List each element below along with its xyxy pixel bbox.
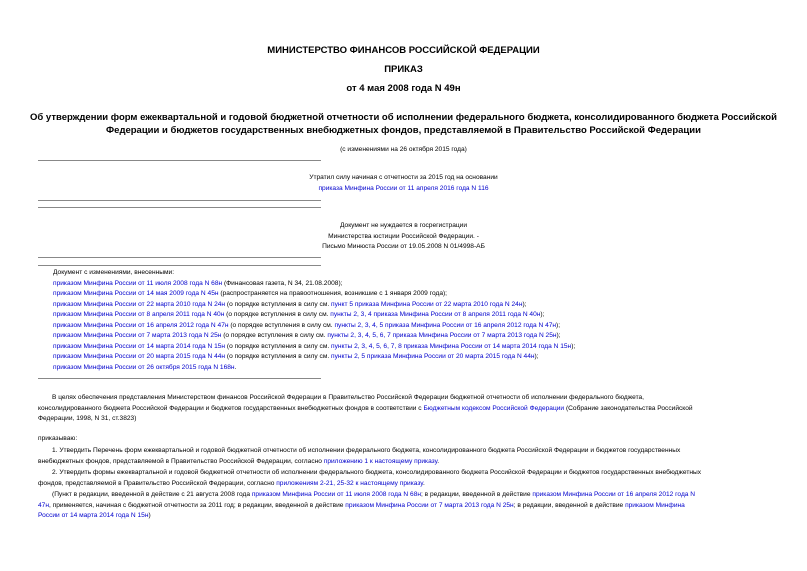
document-title bbox=[0, 111, 807, 137]
change-order-link[interactable]: приказом Минфина России от 14 марта 2014 года N 15н bbox=[53, 342, 226, 350]
paragraph-2 bbox=[38, 468, 773, 489]
intro-line-1: В целях обеспечения представления Министерством финансов Российской Федерации в Правительство Российской Федерации бюджетной отчетности об исполнении федерального бюджета, bbox=[52, 394, 645, 401]
change-note: (Финансовая газета, N 34, 21.08.2008); bbox=[222, 279, 343, 287]
registration-line-1: Документ не нуждается в госрегистрации bbox=[339, 222, 468, 229]
note-line-2 bbox=[38, 501, 773, 512]
expired-link[interactable]: приказа Минфина России от 11 апреля 2016 года N 116 bbox=[318, 184, 489, 192]
divider bbox=[38, 200, 321, 201]
revision-note: (с изменениями на 26 октября 2015 года) bbox=[340, 146, 467, 153]
change-note: . bbox=[234, 363, 237, 371]
order-47n-link-cont[interactable]: 47н bbox=[38, 501, 49, 509]
p1-line-2 bbox=[38, 457, 773, 468]
change-note: (о порядке вступления в силу см. bbox=[225, 342, 332, 350]
change-clause-link[interactable]: пункт 5 приказа Минфина России от 22 марта 2010 года N 24н bbox=[331, 300, 523, 308]
changes-heading: Документ с изменениями, внесенными: bbox=[53, 269, 175, 276]
title-line-1: Об утверждении форм ежеквартальной и годовой бюджетной отчетности об исполнении федерального бюджета, консолидированного бюджета Российской bbox=[30, 112, 777, 123]
title-line-2: Федерации и бюджетов государственных внебюджетных фондов, представляемой в Правительство Российской Федерации bbox=[106, 125, 701, 136]
p2-line-2 bbox=[38, 479, 773, 490]
change-order-link[interactable]: приказом Минфина России от 11 июля 2008 года N 68н bbox=[53, 279, 223, 287]
p1-line-1: 1. Утвердить Перечень форм ежеквартальной и годовой бюджетной отчетности об исполнении федерального бюджета, консолидированного бюджета Российской Федерации и бюджетов государственных bbox=[52, 447, 681, 454]
appendices-link[interactable]: приложениям 2-21, 25-32 к настоящему приказу bbox=[276, 479, 423, 487]
change-item bbox=[53, 331, 575, 342]
p2-text: . bbox=[422, 479, 425, 487]
change-clause-link[interactable]: пункты 2, 5 приказа Минфина России от 20 марта 2015 года N 44н bbox=[331, 353, 535, 360]
order-47n-link[interactable]: приказом Минфина России от 16 апреля 2012 года N bbox=[532, 491, 696, 498]
note-text: ; в редакции, введенной в действие bbox=[513, 501, 626, 509]
change-note: (о порядке вступления в силу см. bbox=[221, 332, 328, 339]
expired-text: Утратил силу начиная с отчетности за 2015 год на основании bbox=[309, 174, 498, 181]
change-item bbox=[53, 279, 575, 290]
budget-code-link[interactable]: Бюджетным кодексом Российской Федерации bbox=[423, 404, 565, 412]
change-clause-link[interactable]: пункты 2, 3, 4, 5 приказа Минфина России от 16 апреля 2012 года N 47н bbox=[334, 321, 557, 329]
change-tail: ); bbox=[540, 311, 545, 318]
order-68n-link[interactable]: приказом Минфина России от 11 июля 2008 года N 68н bbox=[251, 491, 421, 498]
divider bbox=[38, 378, 321, 379]
p2-text: фондов, представляемой в Правительство Российской Федерации, согласно bbox=[38, 479, 277, 487]
change-order-link[interactable]: приказом Минфина России от 8 апреля 2011 года N 40н bbox=[53, 311, 225, 318]
change-order-link[interactable]: приказом Минфина России от 22 марта 2010 года N 24н bbox=[53, 300, 226, 308]
note-text: , применяется, начиная с бюджетной отчетности за 2011 год; в редакции, введенной в действие bbox=[48, 501, 346, 509]
divider bbox=[38, 265, 321, 266]
changes-list bbox=[53, 268, 575, 373]
change-note: (о порядке вступления в силу см. bbox=[224, 311, 331, 318]
expired-note bbox=[0, 173, 807, 194]
change-item bbox=[53, 300, 575, 311]
registration-line-2: Министерства юстиции Российской Федерации. - bbox=[328, 232, 479, 240]
order-heading: ПРИКАЗ bbox=[384, 64, 423, 75]
note-text: ; в редакции, введенной в действие bbox=[421, 491, 533, 498]
change-order-link[interactable]: приказом Минфина России от 16 апреля 2012 года N 47н bbox=[53, 321, 229, 329]
change-note: (о порядке вступления в силу см. bbox=[225, 353, 332, 360]
order-word: приказываю: bbox=[38, 435, 78, 442]
note-text: ) bbox=[148, 512, 151, 520]
change-note: (о порядке вступления в силу см. bbox=[228, 321, 335, 329]
change-tail: ); bbox=[556, 332, 561, 339]
divider bbox=[38, 207, 321, 208]
amendment-note bbox=[38, 490, 773, 522]
change-clause-link[interactable]: пункты 2, 3, 4, 5, 6, 7, 8 приказа Минфина России от 14 марта 2014 года N 15н bbox=[331, 342, 572, 350]
change-clause-link[interactable]: пункты 2, 3, 4, 5, 6, 7 приказа Минфина России от 7 марта 2013 года N 25н bbox=[327, 332, 557, 339]
intro-text: (Собрание законодательства Российской bbox=[564, 404, 693, 412]
intro-line-3: Федерации, 1998, N 31, ст.3823) bbox=[38, 415, 137, 423]
change-tail: ); bbox=[556, 321, 561, 329]
change-item bbox=[53, 289, 575, 300]
appendix-1-link[interactable]: приложению 1 к настоящему приказу bbox=[323, 457, 438, 465]
change-note: (о порядке вступления в силу см. bbox=[225, 300, 332, 308]
change-item bbox=[53, 363, 575, 374]
registration-note bbox=[0, 221, 807, 253]
change-item bbox=[53, 352, 575, 363]
divider bbox=[38, 160, 321, 161]
order-15n-link[interactable]: приказом Минфина bbox=[625, 501, 685, 509]
change-tail: ); bbox=[534, 353, 539, 360]
change-item bbox=[53, 321, 575, 332]
p1-text: внебюджетных фондов, представляемой в Правительство Российской Федерации, согласно bbox=[38, 457, 324, 465]
order-date: от 4 мая 2008 года N 49н bbox=[346, 83, 461, 94]
order-25n-link[interactable]: приказом Минфина России от 7 марта 2013 года N 25н bbox=[345, 501, 514, 509]
change-tail: ); bbox=[571, 342, 576, 350]
change-order-link[interactable]: приказом Минфина России от 26 октября 2015 года N 168н bbox=[53, 363, 235, 371]
intro-paragraph bbox=[38, 393, 773, 425]
change-item bbox=[53, 310, 575, 321]
order-15n-link-cont[interactable]: России от 14 марта 2014 года N 15н bbox=[38, 512, 149, 520]
change-order-link[interactable]: приказом Минфина России от 20 марта 2015 года N 44н bbox=[53, 353, 226, 360]
change-tail: ); bbox=[522, 300, 527, 308]
change-item bbox=[53, 342, 575, 353]
p1-text: . bbox=[437, 457, 440, 465]
intro-line-2 bbox=[38, 404, 773, 415]
changes-items bbox=[53, 279, 575, 374]
divider bbox=[38, 257, 321, 258]
note-line-1 bbox=[38, 490, 773, 501]
intro-text: консолидированного бюджета Российской Федерации и бюджетов государственных внебюджетных фондов в соответствии с bbox=[38, 404, 424, 412]
change-order-link[interactable]: приказом Минфина России от 14 мая 2009 года N 45н bbox=[53, 290, 219, 297]
change-clause-link[interactable]: пункты 2, 3, 4 приказа Минфина России от 8 апреля 2011 года N 40н bbox=[330, 311, 541, 318]
ministry-heading: МИНИСТЕРСТВО ФИНАНСОВ РОССИЙСКОЙ ФЕДЕРАЦИИ bbox=[267, 45, 540, 56]
note-line-3 bbox=[38, 511, 773, 522]
note-text: (Пункт в редакции, введенной в действие с 21 августа 2008 года bbox=[52, 491, 252, 498]
change-order-link[interactable]: приказом Минфина России от 7 марта 2013 года N 25н bbox=[53, 332, 222, 339]
p2-line-1: 2. Утвердить формы ежеквартальной и годовой бюджетной отчетности об исполнении федерального бюджета, консолидированного бюджета Российской Федерации и бюджетов государственных внебюджетных bbox=[52, 469, 702, 476]
registration-line-3: Письмо Минюста России от 19.05.2008 N 01/4998-АБ bbox=[322, 243, 485, 250]
paragraph-1 bbox=[38, 446, 773, 467]
change-note: (распространяется на правоотношения, возникшие с 1 января 2009 года); bbox=[218, 290, 448, 297]
